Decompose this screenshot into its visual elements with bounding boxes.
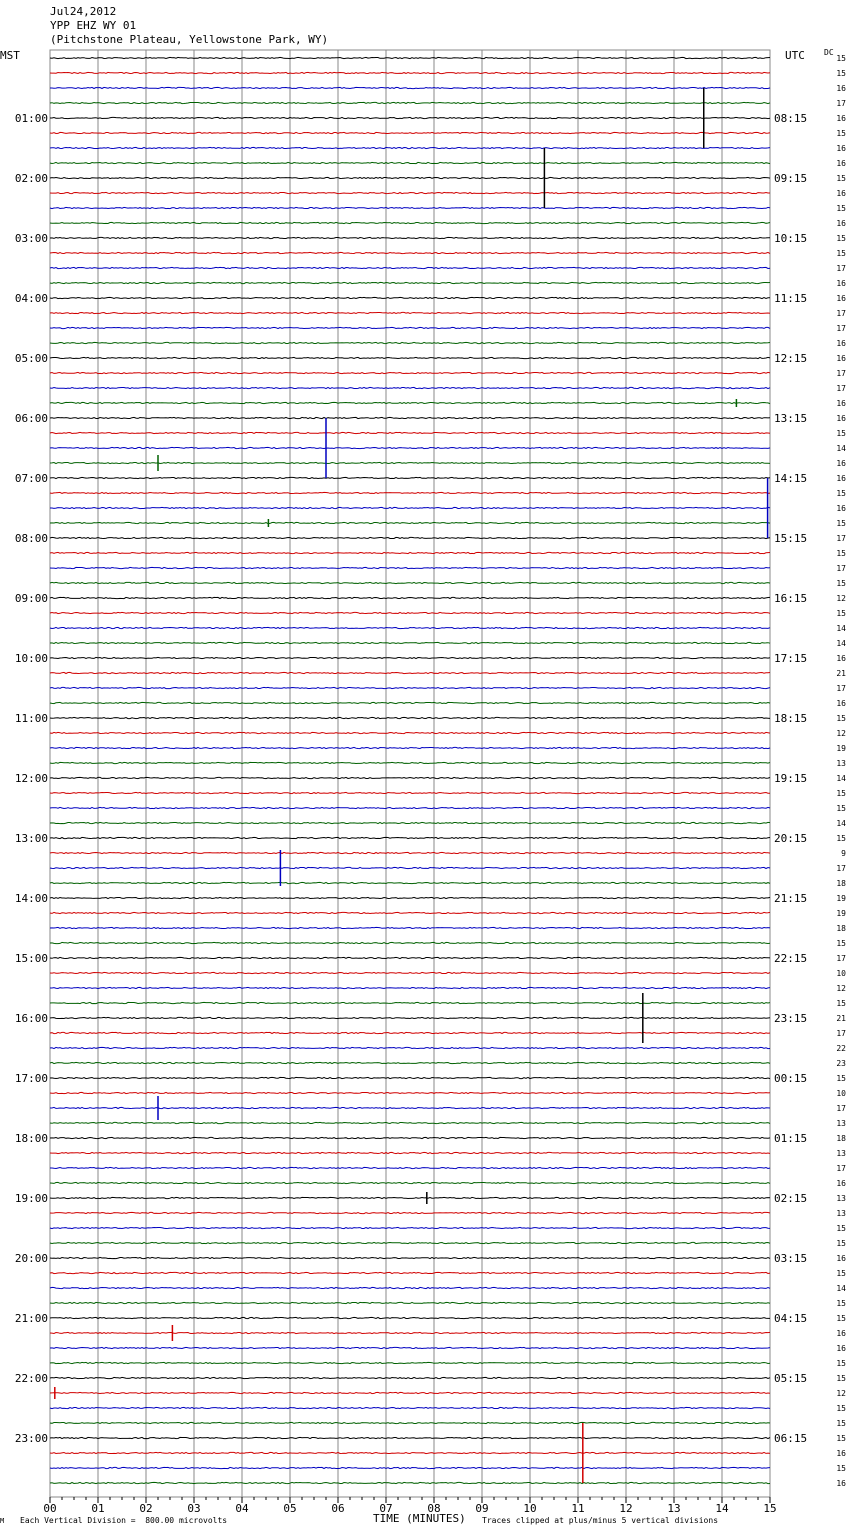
dc-offset-label: 17 <box>836 564 846 573</box>
dc-offset-label: 17 <box>836 684 846 693</box>
right-hour-label: 08:15 <box>774 112 808 125</box>
trace-row <box>50 1362 770 1363</box>
trace-row <box>50 837 770 838</box>
x-tick-label: 10 <box>523 1502 537 1515</box>
trace-row <box>50 417 770 418</box>
left-hour-label: 03:00 <box>14 232 48 245</box>
right-hour-label: 11:15 <box>774 292 808 305</box>
dc-offset-label: 12 <box>836 594 846 603</box>
dc-offset-label: 15 <box>836 1239 846 1248</box>
right-hour-label: 03:15 <box>774 1252 808 1265</box>
trace-row <box>50 1392 770 1393</box>
dc-offset-label: 15 <box>836 1314 846 1323</box>
plot-frame <box>50 50 770 1497</box>
left-hour-label: 01:00 <box>14 112 48 125</box>
trace-row <box>50 477 770 478</box>
dc-offset-label: 15 <box>836 804 846 813</box>
trace-row <box>50 1302 770 1303</box>
x-tick-label: 09 <box>475 1502 489 1515</box>
dc-offset-label: 16 <box>836 84 846 93</box>
trace-row <box>50 1422 770 1423</box>
header-date: Jul24,2012 <box>50 5 117 18</box>
dc-offset-label: 18 <box>836 879 846 888</box>
trace-row <box>50 552 770 553</box>
dc-offset-label: 15 <box>836 129 846 138</box>
trace-row <box>50 792 770 793</box>
dc-offset-label: 14 <box>836 1284 846 1293</box>
trace-row <box>50 327 770 328</box>
left-hour-label: 06:00 <box>14 412 48 425</box>
dc-offset-label: 17 <box>836 954 846 963</box>
trace-row <box>50 807 770 808</box>
left-hour-label: 07:00 <box>14 472 48 485</box>
x-tick-label: 00 <box>43 1502 57 1515</box>
trace-row <box>50 672 770 673</box>
trace-row <box>50 642 770 643</box>
dc-offset-label: 16 <box>836 354 846 363</box>
dc-offset-label: 14 <box>836 819 846 828</box>
right-hour-label: 21:15 <box>774 892 808 905</box>
dc-label: DC <box>824 48 834 57</box>
dc-offset-label: 15 <box>836 204 846 213</box>
dc-offset-label: 13 <box>836 1209 846 1218</box>
trace-row <box>50 1017 770 1018</box>
left-axis-title: MST <box>0 49 20 62</box>
dc-offset-label: 16 <box>836 294 846 303</box>
dc-offset-label: 15 <box>836 429 846 438</box>
right-hour-label: 15:15 <box>774 532 808 545</box>
trace-row <box>50 597 770 598</box>
trace-row <box>50 522 770 523</box>
right-hour-label: 14:15 <box>774 472 808 485</box>
x-tick-label: 07 <box>379 1502 393 1515</box>
dc-offset-label: 16 <box>836 1179 846 1188</box>
dc-offset-label: 19 <box>836 909 846 918</box>
dc-offset-label: 14 <box>836 624 846 633</box>
right-hour-label: 20:15 <box>774 832 808 845</box>
corner-mark: M <box>0 1517 5 1525</box>
right-hour-label: 23:15 <box>774 1012 808 1025</box>
dc-offset-label: 16 <box>836 114 846 123</box>
trace-row <box>50 1182 770 1183</box>
dc-offset-label: 23 <box>836 1059 846 1068</box>
left-hour-label: 23:00 <box>14 1432 48 1445</box>
trace-row <box>50 1287 770 1288</box>
trace-row <box>50 72 770 73</box>
left-hour-label: 11:00 <box>14 712 48 725</box>
trace-row <box>50 162 770 163</box>
trace-row <box>50 1437 770 1438</box>
left-hour-label: 18:00 <box>14 1132 48 1145</box>
trace-row <box>50 1002 770 1003</box>
dc-offset-label: 15 <box>836 54 846 63</box>
left-hour-label: 20:00 <box>14 1252 48 1265</box>
right-axis-title: UTC <box>785 49 805 62</box>
dc-offset-label: 16 <box>836 339 846 348</box>
dc-offset-label: 16 <box>836 219 846 228</box>
trace-row <box>50 1212 770 1213</box>
x-tick-label: 01 <box>91 1502 105 1515</box>
left-hour-label: 14:00 <box>14 892 48 905</box>
footer-clip-note: Traces clipped at plus/minus 5 vertical divisions <box>482 1516 719 1525</box>
dc-offset-label: 15 <box>836 234 846 243</box>
trace-row <box>50 267 770 268</box>
dc-offset-label: 15 <box>836 249 846 258</box>
trace-row <box>50 387 770 388</box>
dc-offset-label: 13 <box>836 1119 846 1128</box>
trace-row <box>50 612 770 613</box>
dc-offset-label: 13 <box>836 1149 846 1158</box>
dc-offset-label: 15 <box>836 579 846 588</box>
trace-row <box>50 372 770 373</box>
trace-row <box>50 867 770 868</box>
left-hour-label: 22:00 <box>14 1372 48 1385</box>
dc-offset-label: 15 <box>836 609 846 618</box>
right-hour-label: 00:15 <box>774 1072 808 1085</box>
trace-row <box>50 192 770 193</box>
trace-row <box>50 657 770 658</box>
dc-offset-label: 14 <box>836 444 846 453</box>
dc-offset-label: 17 <box>836 1164 846 1173</box>
trace-row <box>50 57 770 58</box>
left-hour-label: 19:00 <box>14 1192 48 1205</box>
trace-row <box>50 822 770 823</box>
right-hour-label: 12:15 <box>774 352 808 365</box>
right-hour-label: 16:15 <box>774 592 808 605</box>
left-hour-label: 16:00 <box>14 1012 48 1025</box>
right-hour-label: 02:15 <box>774 1192 808 1205</box>
trace-row <box>50 1167 770 1168</box>
dc-offset-label: 15 <box>836 1419 846 1428</box>
left-hour-label: 09:00 <box>14 592 48 605</box>
left-hour-label: 10:00 <box>14 652 48 665</box>
dc-offset-label: 17 <box>836 534 846 543</box>
trace-row <box>50 1347 770 1348</box>
trace-row <box>50 1092 770 1093</box>
x-tick-label: 11 <box>571 1502 585 1515</box>
dc-offset-label: 12 <box>836 729 846 738</box>
dc-offset-label: 9 <box>841 849 846 858</box>
dc-offset-label: 10 <box>836 1089 846 1098</box>
right-hour-label: 17:15 <box>774 652 808 665</box>
trace-row <box>50 927 770 928</box>
right-hour-label: 22:15 <box>774 952 808 965</box>
trace-row <box>50 747 770 748</box>
dc-offset-label: 17 <box>836 864 846 873</box>
x-tick-label: 12 <box>619 1502 633 1515</box>
dc-offset-label: 15 <box>836 939 846 948</box>
header-location: (Pitchstone Plateau, Yellowstone Park, WY) <box>50 33 329 46</box>
trace-row <box>50 297 770 298</box>
dc-offset-label: 15 <box>836 1404 846 1413</box>
dc-offset-label: 16 <box>836 1344 846 1353</box>
dc-offset-label: 19 <box>836 744 846 753</box>
dc-offset-label: 15 <box>836 714 846 723</box>
trace-row <box>50 447 770 448</box>
dc-offset-label: 15 <box>836 999 846 1008</box>
trace-row <box>50 1272 770 1273</box>
dc-offset-label: 15 <box>836 789 846 798</box>
dc-offset-label: 16 <box>836 1329 846 1338</box>
trace-row <box>50 207 770 208</box>
trace-row <box>50 312 770 313</box>
trace-row <box>50 1332 770 1333</box>
dc-offset-label: 18 <box>836 1134 846 1143</box>
trace-row <box>50 972 770 973</box>
x-tick-label: 13 <box>667 1502 681 1515</box>
trace-row <box>50 222 770 223</box>
left-hour-label: 02:00 <box>14 172 48 185</box>
dc-offset-label: 15 <box>836 519 846 528</box>
right-hour-label: 04:15 <box>774 1312 808 1325</box>
right-hour-label: 09:15 <box>774 172 808 185</box>
dc-offset-label: 17 <box>836 309 846 318</box>
dc-offset-label: 16 <box>836 1449 846 1458</box>
dc-offset-label: 16 <box>836 1254 846 1263</box>
trace-row <box>50 1257 770 1258</box>
trace-row <box>50 132 770 133</box>
right-hour-label: 19:15 <box>774 772 808 785</box>
trace-row <box>50 1062 770 1063</box>
dc-offset-label: 16 <box>836 699 846 708</box>
x-tick-label: 04 <box>235 1502 249 1515</box>
left-hour-label: 12:00 <box>14 772 48 785</box>
dc-offset-label: 16 <box>836 189 846 198</box>
right-hour-label: 10:15 <box>774 232 808 245</box>
header-station: YPP EHZ WY 01 <box>50 19 137 32</box>
dc-offset-label: 15 <box>836 1359 846 1368</box>
dc-offset-label: 16 <box>836 399 846 408</box>
trace-row <box>50 1482 770 1483</box>
trace-row <box>50 537 770 538</box>
x-tick-label: 05 <box>283 1502 297 1515</box>
dc-offset-label: 13 <box>836 1194 846 1203</box>
dc-offset-label: 14 <box>836 774 846 783</box>
trace-row <box>50 1377 770 1378</box>
dc-offset-label: 16 <box>836 654 846 663</box>
dc-offset-label: 15 <box>836 1224 846 1233</box>
trace-row <box>50 897 770 898</box>
trace-row <box>50 882 770 883</box>
dc-offset-label: 17 <box>836 1029 846 1038</box>
trace-row <box>50 702 770 703</box>
left-hour-label: 05:00 <box>14 352 48 365</box>
dc-offset-label: 15 <box>836 1464 846 1473</box>
dc-offset-label: 15 <box>836 1374 846 1383</box>
right-hour-label: 01:15 <box>774 1132 808 1145</box>
x-tick-label: 08 <box>427 1502 441 1515</box>
trace-row <box>50 177 770 178</box>
dc-offset-label: 15 <box>836 834 846 843</box>
trace-row <box>50 1032 770 1033</box>
trace-row <box>50 1452 770 1453</box>
x-axis-label: TIME (MINUTES) <box>373 1512 466 1525</box>
dc-offset-label: 19 <box>836 894 846 903</box>
dc-offset-label: 10 <box>836 969 846 978</box>
x-tick-label: 06 <box>331 1502 345 1515</box>
dc-offset-label: 21 <box>836 1014 846 1023</box>
dc-offset-label: 17 <box>836 384 846 393</box>
right-hour-label: 06:15 <box>774 1432 808 1445</box>
trace-row <box>50 1407 770 1408</box>
trace-row <box>50 852 770 853</box>
dc-offset-label: 17 <box>836 99 846 108</box>
dc-offset-label: 17 <box>836 324 846 333</box>
trace-row <box>50 1047 770 1048</box>
trace-row <box>50 147 770 148</box>
dc-offset-label: 15 <box>836 489 846 498</box>
trace-row <box>50 432 770 433</box>
trace-row <box>50 1197 770 1198</box>
trace-row <box>50 1317 770 1318</box>
trace-row <box>50 102 770 103</box>
dc-offset-label: 21 <box>836 669 846 678</box>
trace-row <box>50 1137 770 1138</box>
trace-row <box>50 1227 770 1228</box>
dc-offset-label: 15 <box>836 1269 846 1278</box>
trace-row <box>50 567 770 568</box>
footer-scale: Each Vertical Division = 800.00 microvolts <box>20 1516 228 1525</box>
x-tick-label: 02 <box>139 1502 153 1515</box>
trace-row <box>50 237 770 238</box>
dc-offset-label: 14 <box>836 639 846 648</box>
trace-row <box>50 627 770 628</box>
dc-offset-label: 17 <box>836 1104 846 1113</box>
dc-offset-label: 15 <box>836 1074 846 1083</box>
left-hour-label: 08:00 <box>14 532 48 545</box>
dc-offset-label: 18 <box>836 924 846 933</box>
trace-row <box>50 912 770 913</box>
left-hour-label: 15:00 <box>14 952 48 965</box>
dc-offset-label: 22 <box>836 1044 846 1053</box>
trace-row <box>50 687 770 688</box>
dc-offset-label: 16 <box>836 474 846 483</box>
trace-row <box>50 942 770 943</box>
dc-offset-label: 16 <box>836 144 846 153</box>
dc-offset-label: 16 <box>836 459 846 468</box>
trace-row <box>50 582 770 583</box>
trace-row <box>50 1152 770 1153</box>
trace-row <box>50 282 770 283</box>
left-hour-label: 04:00 <box>14 292 48 305</box>
trace-row <box>50 357 770 358</box>
trace-row <box>50 342 770 343</box>
dc-offset-label: 16 <box>836 159 846 168</box>
right-hour-label: 13:15 <box>774 412 808 425</box>
trace-row <box>50 987 770 988</box>
trace-row <box>50 87 770 88</box>
dc-offset-label: 16 <box>836 504 846 513</box>
dc-offset-label: 15 <box>836 1299 846 1308</box>
trace-row <box>50 762 770 763</box>
x-tick-label: 03 <box>187 1502 201 1515</box>
left-hour-label: 21:00 <box>14 1312 48 1325</box>
dc-offset-label: 15 <box>836 69 846 78</box>
dc-offset-label: 15 <box>836 1434 846 1443</box>
dc-offset-label: 13 <box>836 759 846 768</box>
trace-row <box>50 957 770 958</box>
trace-row <box>50 732 770 733</box>
dc-offset-label: 15 <box>836 549 846 558</box>
x-tick-label: 14 <box>715 1502 729 1515</box>
trace-row <box>50 1077 770 1078</box>
trace-row <box>50 117 770 118</box>
trace-row <box>50 492 770 493</box>
trace-row <box>50 1242 770 1243</box>
trace-row <box>50 777 770 778</box>
right-hour-label: 05:15 <box>774 1372 808 1385</box>
dc-offset-label: 16 <box>836 279 846 288</box>
dc-offset-label: 17 <box>836 264 846 273</box>
dc-offset-label: 12 <box>836 1389 846 1398</box>
dc-offset-label: 16 <box>836 414 846 423</box>
right-hour-label: 18:15 <box>774 712 808 725</box>
trace-row <box>50 1122 770 1123</box>
dc-offset-label: 17 <box>836 369 846 378</box>
trace-row <box>50 507 770 508</box>
dc-offset-label: 12 <box>836 984 846 993</box>
x-tick-label: 15 <box>763 1502 777 1515</box>
trace-row <box>50 1467 770 1468</box>
trace-row <box>50 402 770 403</box>
left-hour-label: 13:00 <box>14 832 48 845</box>
trace-row <box>50 717 770 718</box>
dc-offset-label: 15 <box>836 174 846 183</box>
dc-offset-label: 16 <box>836 1479 846 1488</box>
left-hour-label: 17:00 <box>14 1072 48 1085</box>
trace-row <box>50 252 770 253</box>
